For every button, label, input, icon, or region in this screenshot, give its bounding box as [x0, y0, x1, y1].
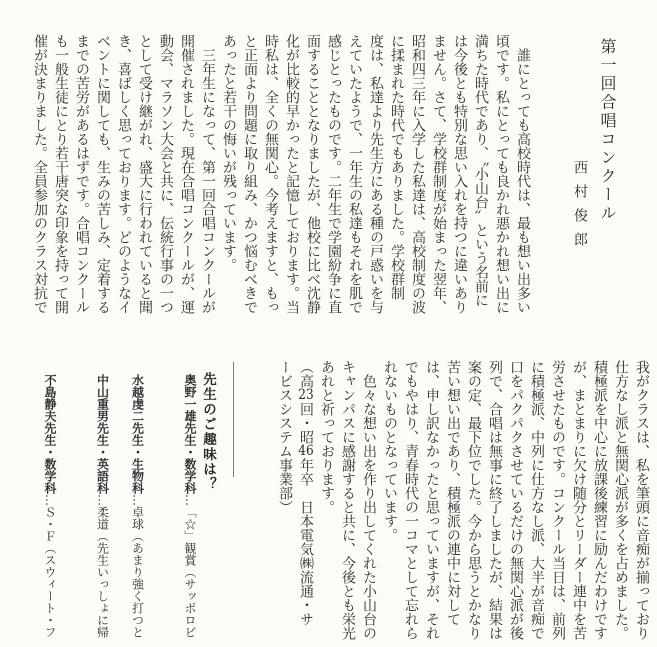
text-segment: 23 — [298, 388, 314, 402]
text-column: ービスシステム事業部） — [277, 360, 293, 514]
text-column: に積極派、中列に仕方なし派、大半が音痴で — [529, 360, 545, 640]
text-column: 口をパクパクさせているだけの無関心派が後 — [508, 360, 524, 640]
text-segment: …柔道（先生いっしょに帰 — [95, 494, 110, 638]
text-column: 面することとなりましたが、他校に比べ沈静 — [305, 34, 321, 314]
text-column — [96, 374, 109, 642]
text-column: 化が比較的早かったと記憶しております。当 — [284, 34, 300, 314]
text-column: 案の定、最下位でした。今から思うとかなり — [466, 360, 482, 640]
text-column — [61, 374, 74, 642]
text-segment: 年卒 日本電気㈱流通・サ — [298, 458, 314, 626]
text-column: も一般生徒にとり若干唐突な印象を持って開 — [53, 34, 69, 314]
text-segment: …「☆」観賞（サッポロビ — [183, 494, 197, 638]
text-column: 満ちた時代であり、〝小山台〟という名前に — [473, 34, 489, 307]
text-column: ません。さて、学校群制度が始まった翌年、 — [431, 34, 447, 314]
text-column — [299, 360, 313, 642]
article-body — [33, 34, 530, 334]
text-column: 時私は、全くの無関心。今考えますと、もっ — [263, 34, 279, 314]
text-column: に揉まれた時代でもありました。学校群制 — [389, 34, 405, 300]
text-column: でもやはり、青春時代の一コマとして忘れら — [403, 360, 419, 640]
text-column: 我がクラスは、私を筆頭に音痴が揃っており — [634, 360, 650, 640]
text-column: は今後とも特別な思い入れを持つに違いあり — [452, 34, 468, 314]
text-column: ベントに関しても、生みの苦しみ、定着する — [95, 34, 111, 314]
text-column: 開催されました。現在合唱コンクールが、運 — [179, 34, 195, 314]
text-column: 誰にとっても高校時代は、最も想い出多い — [515, 34, 531, 314]
text-column: 列で、合唱は無事に終了しましたが、結果は — [487, 360, 503, 640]
text-segment: …卓球（あまり強く打つと — [130, 494, 145, 638]
text-column: までの苦労があるはずです。合唱コンクール — [74, 34, 90, 314]
text-column: が、まとまりに欠け随分とリーダー連中を苦 — [571, 360, 587, 640]
text-segment: …Ｓ・Ｆ（スウィート・フ — [43, 494, 57, 638]
text-segment: 46 — [298, 444, 314, 458]
text-column: 労させたものです。コンクール当日は、前列 — [550, 360, 566, 640]
hobby-section-heading: 先生のご趣味は？ — [200, 372, 216, 492]
text-column: れないものとなっています。 — [382, 360, 398, 542]
text-column — [26, 374, 39, 642]
teacher-name: 中山重男先生・英語科 — [95, 374, 110, 494]
text-column — [78, 374, 91, 642]
text-column: 頃です。私にとっても良かれ悪かれ想い出に — [494, 34, 510, 314]
text-column: として受け継がれ、盛大に行われていると聞 — [137, 34, 153, 314]
text-column: 三年生になって、第一回合唱コンクールが — [200, 34, 216, 314]
teacher-name: 水越虔二先生・生物科 — [130, 374, 145, 494]
text-column: 積極派を中心に放課後練習に励んだわけです — [592, 360, 608, 640]
text-segment: 回・昭 — [298, 402, 314, 444]
text-column — [183, 374, 196, 642]
text-segment: （高 — [298, 360, 314, 388]
text-column: 感じとったものです。二年生で学園紛争に直 — [326, 34, 342, 314]
article-title: 第一回合唱コンクール — [598, 38, 617, 223]
article-author: 西村俊郎 — [572, 160, 588, 256]
text-column — [131, 374, 144, 642]
text-column: 苦い想い出であり、積極派の連中に対して — [445, 360, 461, 626]
text-column: あったと若干の悔いが残っています。 — [221, 34, 237, 272]
text-column: 動会、マラソン大会と共に、伝統行事の一つ — [158, 34, 174, 314]
text-column — [166, 374, 179, 642]
text-column: 昭和四三年に入学した私達は、高校制度の波 — [410, 34, 426, 314]
text-column: は、申し訳なかったと思っていますが、それ — [424, 360, 440, 640]
text-column — [148, 374, 161, 642]
text-column: えていたようで、一年生の私達もそれを肌で — [347, 34, 363, 314]
article-body-continued — [278, 360, 649, 644]
text-column: と正面より問題に取り組み、かつ悩むべきで — [242, 34, 258, 314]
text-column: 仕方なし派と無関心派が多くを占めました。 — [613, 360, 629, 640]
teacher-name: 奥野一雄先生・数学科 — [183, 374, 197, 494]
section-divider-rule — [233, 362, 234, 477]
text-column: き、喜ばしく思っております。どのようなイ — [116, 34, 132, 314]
hobby-section-body — [26, 374, 196, 644]
text-column — [113, 374, 126, 642]
text-column: あれと祈っております。 — [319, 360, 335, 514]
text-column: 度は、私達より先生方にある種の戸惑いを与 — [368, 34, 384, 314]
teacher-name: 不島静夫先生・数学科 — [43, 374, 57, 494]
text-column: 色々な想い出を作り出してくれた小山台の — [361, 360, 377, 640]
text-column: 催が決まりました。全員参加のクラス対抗で — [32, 34, 48, 314]
text-column: キャンパスに感謝すると共に、今後とも栄光 — [340, 360, 356, 640]
text-column — [43, 374, 56, 642]
